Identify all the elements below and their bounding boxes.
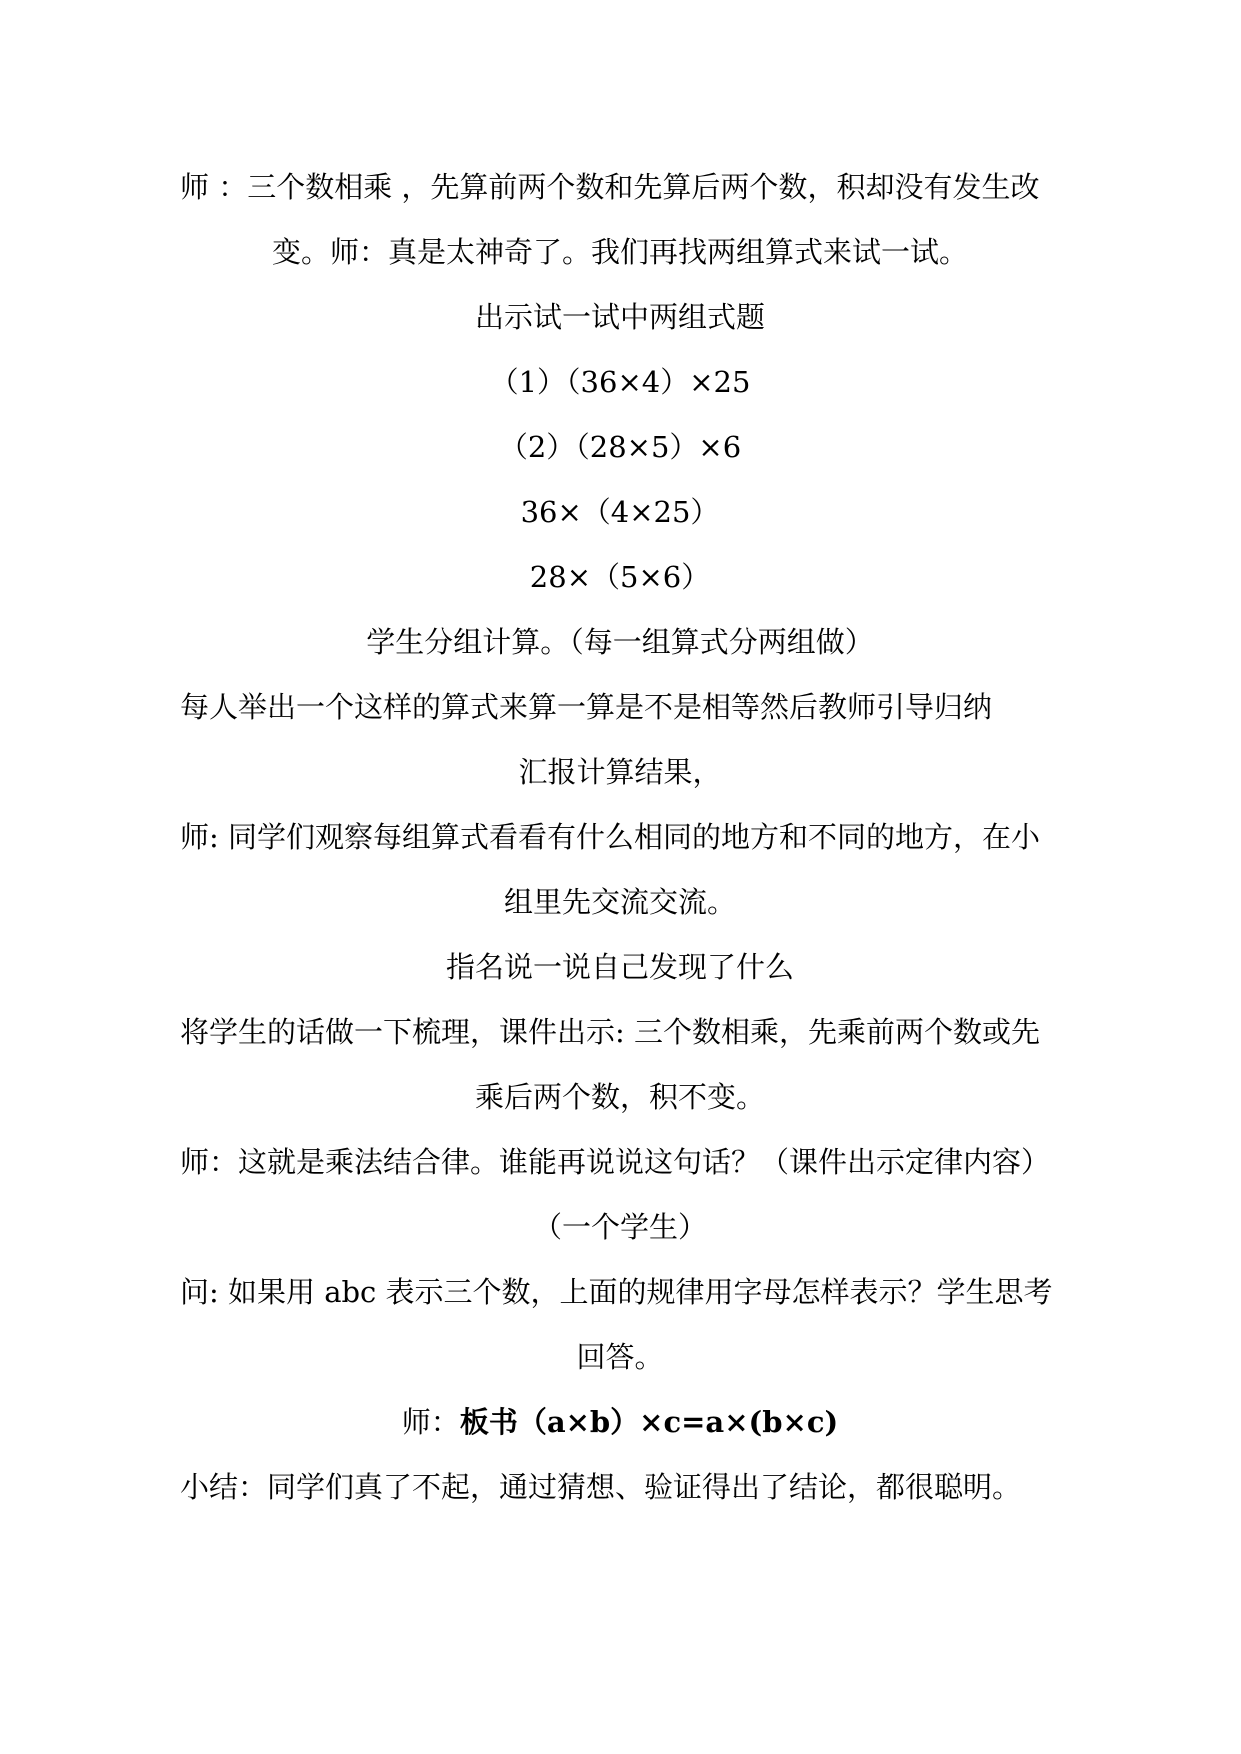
paragraph-line: 将学生的话做一下梳理，课件出示: 三个数相乘，先乘前两个数或先 [180, 1015, 1040, 1049]
math-expression: 36×（4×25） [520, 495, 720, 529]
paragraph-line: 汇报计算结果， [518, 755, 722, 789]
paragraph-line: 组里先交流交流。 [503, 885, 736, 919]
paragraph-line: 出示试一试中两组式题 [474, 300, 765, 334]
math-expression: （2）（28×5）×6 [498, 430, 742, 464]
paragraph-line: 变。师：真是太神奇了。我们再找两组算式来试一试。 [271, 235, 968, 269]
formula-line [180, 1390, 1060, 1455]
paragraph-line: 回答。 [576, 1340, 664, 1374]
paragraph-line: 师 ：三个数相乘 ，先算前两个数和先算后两个数，积却没有发生改 [180, 170, 1040, 204]
math-expression: （1）（36×4）×25 [489, 365, 751, 399]
paragraph-line: 问: 如果用 abc 表示三个数，上面的规律用字母怎样表示？学生思考 [180, 1275, 1053, 1309]
paragraph-line: 指名说一说自己发现了什么 [445, 950, 794, 984]
formula-expression: 板书（a×b）×c=a×(b×c) [459, 1405, 839, 1439]
formula-prefix: 师： [401, 1405, 460, 1439]
math-expression: 28×（5×6） [529, 560, 711, 594]
paragraph-line: 乘后两个数，积不变。 [474, 1080, 765, 1114]
document-body [180, 155, 1060, 1520]
paragraph-line: 学生分组计算。（每一组算式分两组做） [366, 625, 874, 659]
summary-line: 小结：同学们真了不起，通过猜想、验证得出了结论，都很聪明。 [180, 1470, 1022, 1504]
paragraph-line: （一个学生） [532, 1210, 707, 1244]
paragraph-line: 师：这就是乘法结合律。谁能再说说这句话？（课件出示定律内容） [180, 1145, 1051, 1179]
paragraph-line: 每人举出一个这样的算式来算一算是不是相等然后教师引导归纳 [180, 690, 993, 724]
paragraph-line: 师: 同学们观察每组算式看看有什么相同的地方和不同的地方，在小 [180, 820, 1040, 854]
